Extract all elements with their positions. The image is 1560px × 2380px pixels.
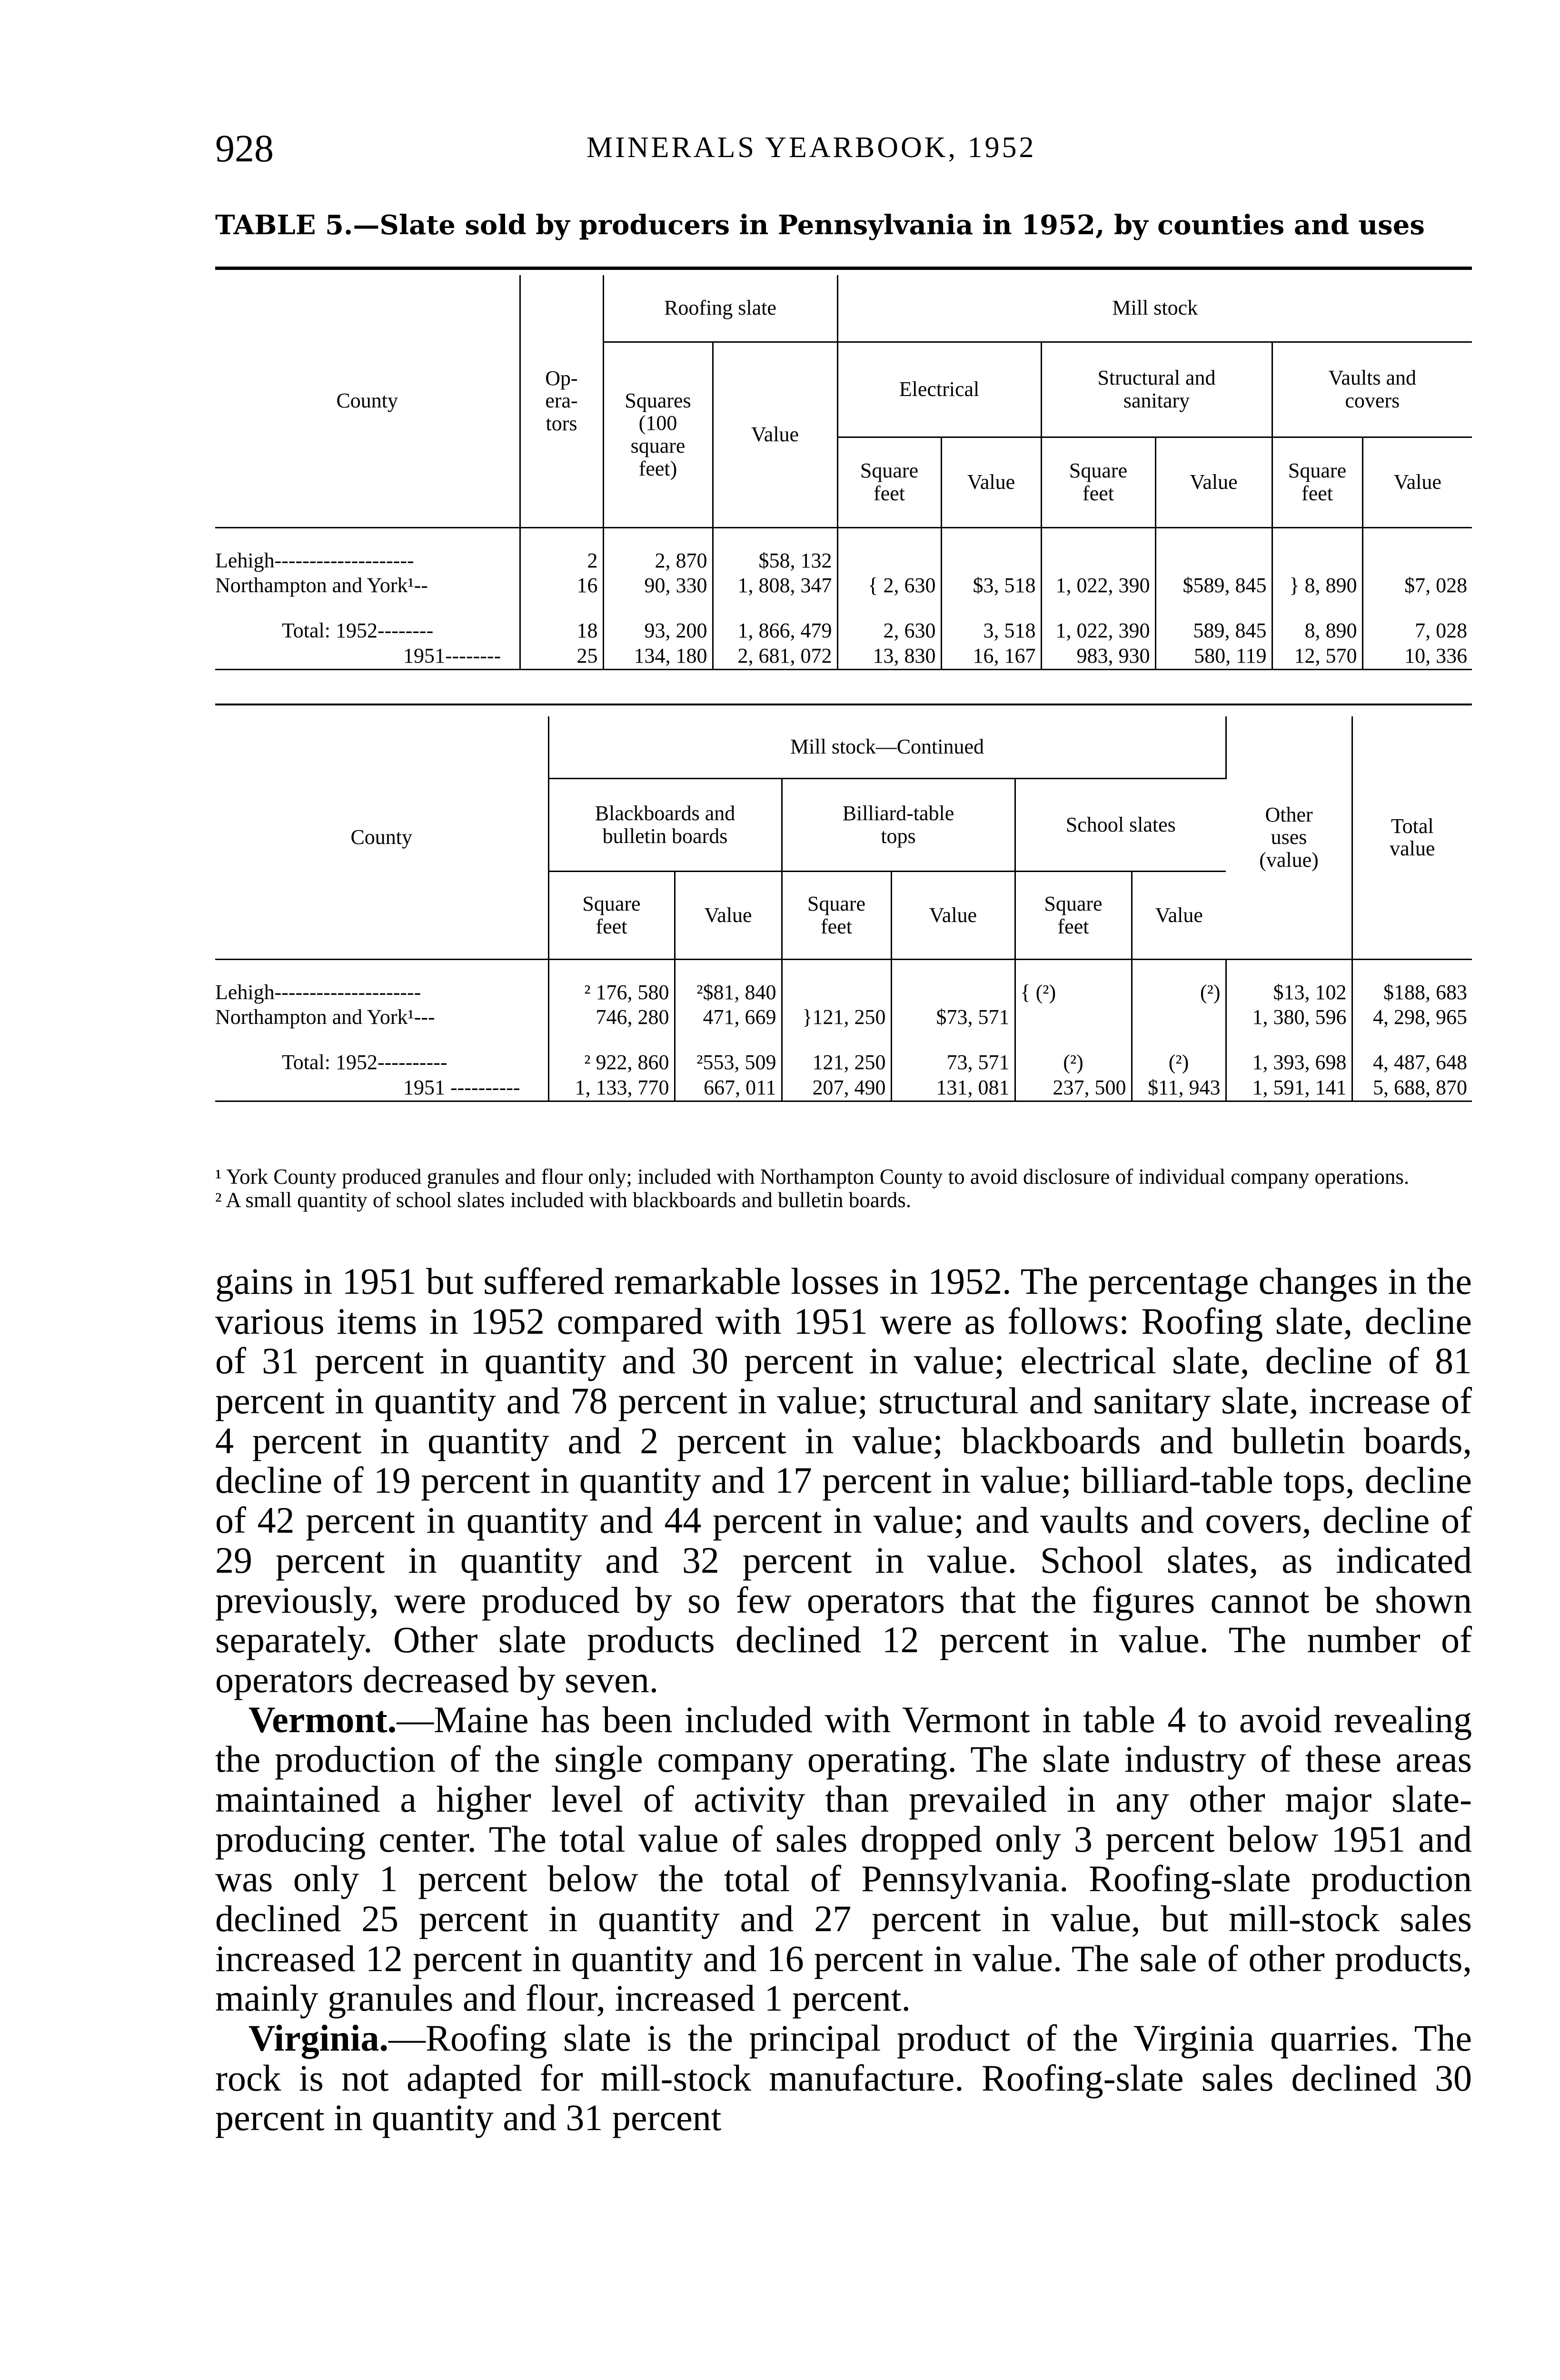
- table-top-rule: [215, 267, 1472, 270]
- billiard-sqft-cell: 207, 490: [782, 1075, 891, 1101]
- billiard-sqft-cell: }121, 250: [782, 1005, 891, 1030]
- electrical-value-header: Value: [941, 437, 1041, 527]
- mill-stock-continued-header: Mill stock—Continued: [548, 716, 1226, 778]
- table-row: [215, 980, 1472, 1005]
- vermont-paragraph: [215, 1700, 1472, 2019]
- structural-value-cell: 580, 119: [1155, 644, 1272, 669]
- electrical-sqft-cell: 2, 630: [837, 618, 941, 644]
- vaults-value-cell: $7, 028: [1404, 574, 1468, 597]
- billiard-header: Billiard-table tops: [782, 778, 1015, 871]
- structural-sqft-cell: 1, 022, 390: [1041, 573, 1155, 598]
- structural-value-header: Value: [1155, 437, 1272, 527]
- blackboards-value-header: Value: [675, 871, 782, 959]
- billiard-value-cell: [891, 980, 1015, 1005]
- vaults-value-cell: 7, 028: [1415, 619, 1468, 643]
- total-label: 1951--------: [215, 644, 520, 669]
- school-value-cell: [1132, 1005, 1226, 1030]
- operators-cell: 2: [520, 548, 603, 574]
- electrical-sqft-cell: [837, 548, 941, 574]
- blackboards-header: Blackboards and bulletin boards: [548, 778, 782, 871]
- blackboards-value-cell: 471, 669: [675, 1005, 782, 1030]
- roofing-value-cell: $58, 132: [713, 548, 837, 574]
- operators-cell: 25: [520, 644, 603, 669]
- total-label: Total: 1952----------: [215, 1050, 548, 1075]
- roofing-slate-header: Roofing slate: [603, 275, 837, 342]
- total-value-header: Total value: [1352, 716, 1472, 959]
- table-divider-rule: [215, 704, 1472, 705]
- running-head: MINERALS YEARBOOK, 1952: [586, 131, 1036, 164]
- blackboards-sqft-cell: ² 176, 580: [548, 980, 675, 1005]
- squares-cell: 2, 870: [603, 548, 713, 574]
- squares-cell: 93, 200: [603, 618, 713, 644]
- vaults-value-cell: [1362, 548, 1472, 574]
- blackboards-sqft-header: Square feet: [548, 871, 675, 959]
- vaults-covers-header: Vaults and covers: [1272, 342, 1472, 437]
- total-row: [215, 618, 1472, 644]
- school-sqft-cell: [1015, 1005, 1132, 1030]
- billiard-sqft-cell: 121, 250: [782, 1050, 891, 1075]
- county-header: County: [215, 275, 520, 527]
- school-sqft-cell: 237, 500: [1015, 1075, 1132, 1101]
- table-row: [215, 548, 1472, 574]
- school-sqft-cell: (²): [1015, 1050, 1132, 1075]
- page-header: [215, 126, 1472, 178]
- total-row: [215, 644, 1472, 669]
- other-uses-cell: $13, 102: [1226, 980, 1352, 1005]
- vaults-sqft-cell: [1272, 548, 1362, 574]
- squares-cell: 134, 180: [603, 644, 713, 669]
- electrical-sqft-cell: { 2, 630: [837, 573, 941, 598]
- total-value-cell: 4, 487, 648: [1373, 1051, 1468, 1074]
- roofing-value-cell: 1, 808, 347: [713, 573, 837, 598]
- structural-value-cell: $589, 845: [1155, 573, 1272, 598]
- total-row: [215, 1050, 1472, 1075]
- total-value-cell: 5, 688, 870: [1352, 1075, 1472, 1101]
- electrical-value-cell: 3, 518: [941, 618, 1041, 644]
- structural-sqft-cell: 983, 930: [1041, 644, 1155, 669]
- blackboards-sqft-cell: ² 922, 860: [548, 1050, 675, 1075]
- continuation-paragraph: gains in 1951 but suffered remarkable losses in 1952. The percentage changes in the various items in 1952 compared with 1951 were as follows: Roofing slate, decline of 31 percent in quantity and 30 percent in value; electrical slate, decline of 81 percent in quantity and 78 percent in value; structural and sanitary slate, increase of 4 percent in quantity and 2 percent in value; blackboards and bulletin boards, decline of 19 percent in quantity and 17 percent in value; billiard-table tops, decline of 42 percent in quantity and 44 percent in value; and vaults and covers, decline of 29 percent in quantity and 32 percent in value. School slates, as indicated previously, were produced by so few operators that the figures cannot be shown separately. Other slate products declined 12 percent in value. The number of operators decreased by seven.: [215, 1260, 1472, 1700]
- vaults-sqft-cell: 12, 570: [1272, 644, 1362, 669]
- billiard-value-cell: 73, 571: [891, 1050, 1015, 1075]
- virginia-heading: Virginia.: [248, 2017, 388, 2059]
- county-name: Northampton and York¹---: [215, 1005, 548, 1030]
- billiard-value-cell: 131, 081: [891, 1075, 1015, 1101]
- roofing-value-cell: 2, 681, 072: [713, 644, 837, 669]
- body-text: [215, 1261, 1472, 2138]
- slate-table-part2: [215, 716, 1472, 1102]
- billiard-value-cell: $73, 571: [891, 1005, 1015, 1030]
- structural-sqft-header: Square feet: [1041, 437, 1155, 527]
- other-uses-header: Other uses (value): [1226, 716, 1352, 959]
- operators-header: Op- era- tors: [520, 275, 603, 527]
- roofing-value-header: Value: [713, 342, 837, 527]
- school-sqft-header: Square feet: [1015, 871, 1132, 959]
- electrical-header: Electrical: [837, 342, 1041, 437]
- school-slates-header: School slates: [1015, 778, 1226, 871]
- mill-stock-header: Mill stock: [837, 275, 1472, 342]
- other-uses-cell: 1, 591, 141: [1226, 1075, 1352, 1101]
- page-number: 928: [215, 127, 274, 170]
- structural-value-cell: 589, 845: [1155, 618, 1272, 644]
- footnote-1: ¹ York County produced granules and flour only; included with Northampton County to avoid disclosure of individual company operations.: [215, 1165, 1410, 1189]
- blackboards-value-cell: 667, 011: [675, 1075, 782, 1101]
- table-footnotes: [215, 1165, 1472, 1211]
- school-sqft-cell: { (²): [1015, 980, 1132, 1005]
- operators-cell: 16: [520, 573, 603, 598]
- county-header: County: [215, 716, 548, 959]
- total-label: Total: 1952--------: [215, 618, 520, 644]
- billiard-value-header: Value: [891, 871, 1015, 959]
- vaults-value-cell: 10, 336: [1362, 644, 1472, 669]
- total-value-cell: $188, 683: [1383, 980, 1468, 1004]
- school-value-cell: (²): [1132, 980, 1226, 1005]
- blackboards-sqft-cell: 746, 280: [548, 1005, 675, 1030]
- school-value-cell: $11, 943: [1132, 1075, 1226, 1101]
- electrical-value-cell: 16, 167: [941, 644, 1041, 669]
- vermont-heading: Vermont.: [248, 1698, 397, 1740]
- electrical-sqft-cell: 13, 830: [837, 644, 941, 669]
- vaults-sqft-cell: } 8, 890: [1272, 573, 1362, 598]
- slate-table-part1: [215, 275, 1472, 670]
- blackboards-sqft-cell: 1, 133, 770: [548, 1075, 675, 1101]
- virginia-text: —Roofing slate is the principal product of the Virginia quarries. The rock is not adapted for mill-stock manufacture. Roofing-slate sales declined 30 percent in quantity and 31 percent: [215, 2017, 1472, 2139]
- virginia-paragraph: [215, 2018, 1472, 2138]
- table-row: [215, 573, 1472, 598]
- county-name: Northampton and York¹--: [215, 573, 520, 598]
- electrical-value-cell: $3, 518: [941, 573, 1041, 598]
- structural-value-cell: [1155, 548, 1272, 574]
- vaults-value-header: Value: [1362, 437, 1472, 527]
- roofing-value-cell: 1, 866, 479: [713, 618, 837, 644]
- blackboards-value-cell: ²$81, 840: [675, 980, 782, 1005]
- vaults-sqft-header: Square feet: [1272, 437, 1362, 527]
- total-label: 1951 ----------: [215, 1075, 548, 1101]
- table-title: TABLE 5.—Slate sold by producers in Pennsylvania in 1952, by counties and uses: [215, 209, 1425, 241]
- electrical-value-cell: [941, 548, 1041, 574]
- vaults-sqft-cell: 8, 890: [1272, 618, 1362, 644]
- total-value-cell: 4, 298, 965: [1373, 1005, 1468, 1029]
- footnote-2: ² A small quantity of school slates included with blackboards and bulletin boards.: [215, 1188, 911, 1212]
- electrical-sqft-header: Square feet: [837, 437, 941, 527]
- structural-sanitary-header: Structural and sanitary: [1041, 342, 1272, 437]
- vermont-text: —Maine has been included with Vermont in table 4 to avoid revealing the production of the single company operating. The slate industry of these areas maintained a higher level of activity than prevailed in any other major slate-producing center. The total value of sales dropped only 3 percent below 1951 and was only 1 percent below the total of Pennsylvania. Roofing-slate production declined 25 percent in quantity and 27 percent in value, but mill-stock sales increased 12 percent in quantity and 16 percent in value. The sale of other products, mainly granules and flour, increased 1 percent.: [215, 1698, 1472, 2019]
- billiard-sqft-header: Square feet: [782, 871, 891, 959]
- school-value-cell: (²): [1132, 1050, 1226, 1075]
- billiard-sqft-cell: [782, 980, 891, 1005]
- other-uses-cell: 1, 380, 596: [1226, 1005, 1352, 1030]
- other-uses-cell: 1, 393, 698: [1226, 1050, 1352, 1075]
- squares-header: Squares (100 square feet): [603, 342, 713, 527]
- operators-cell: 18: [520, 618, 603, 644]
- county-name: Lehigh--------------------: [215, 548, 520, 574]
- total-row: [215, 1075, 1472, 1101]
- blackboards-value-cell: ²553, 509: [675, 1050, 782, 1075]
- structural-sqft-cell: 1, 022, 390: [1041, 618, 1155, 644]
- structural-sqft-cell: [1041, 548, 1155, 574]
- squares-cell: 90, 330: [603, 573, 713, 598]
- school-value-header: Value: [1132, 871, 1226, 959]
- county-name: Lehigh---------------------: [215, 980, 548, 1005]
- table-row: [215, 1005, 1472, 1030]
